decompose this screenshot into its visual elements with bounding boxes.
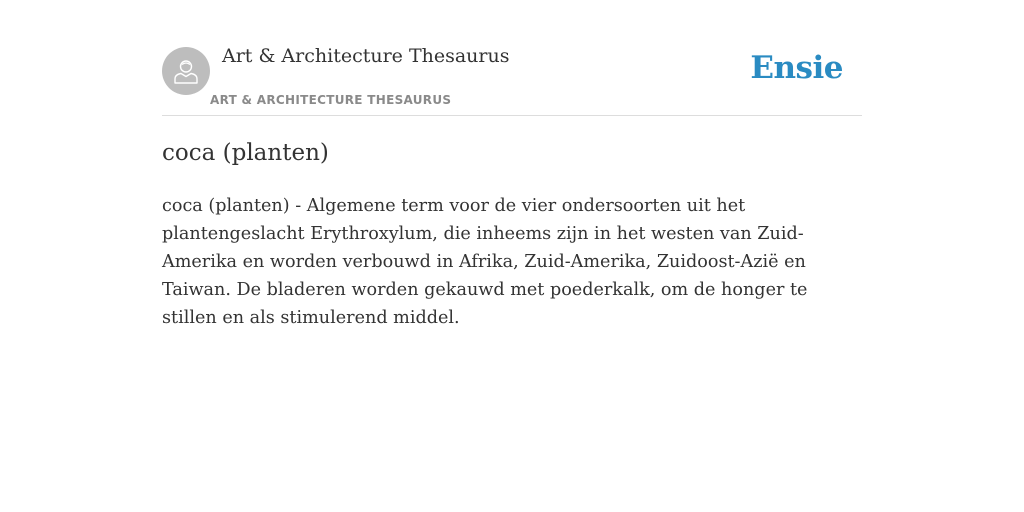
avatar[interactable] <box>162 47 210 95</box>
header <box>162 0 862 116</box>
ensie-logo[interactable]: Ensie <box>750 50 843 86</box>
entry-definition: coca (planten) - Algemene term voor de vier ondersoorten uit het plantengeslacht Erythroxylum, die inheems zijn in het westen van Zuid-Amerika en worden verbouwd in Afrika, Zuid-Amerika, Zuidoost-Azië en Taiwan. De bladeren worden gekauwd met poederkalk, om de honger te stillen en als stimulerend middel. <box>162 196 808 328</box>
user-icon <box>172 57 200 85</box>
author-name[interactable]: Art & Architecture Thesaurus <box>222 45 510 67</box>
entry-title: coca (planten) <box>162 140 329 166</box>
author-subtitle[interactable]: ART & ARCHITECTURE THESAURUS <box>210 93 452 107</box>
